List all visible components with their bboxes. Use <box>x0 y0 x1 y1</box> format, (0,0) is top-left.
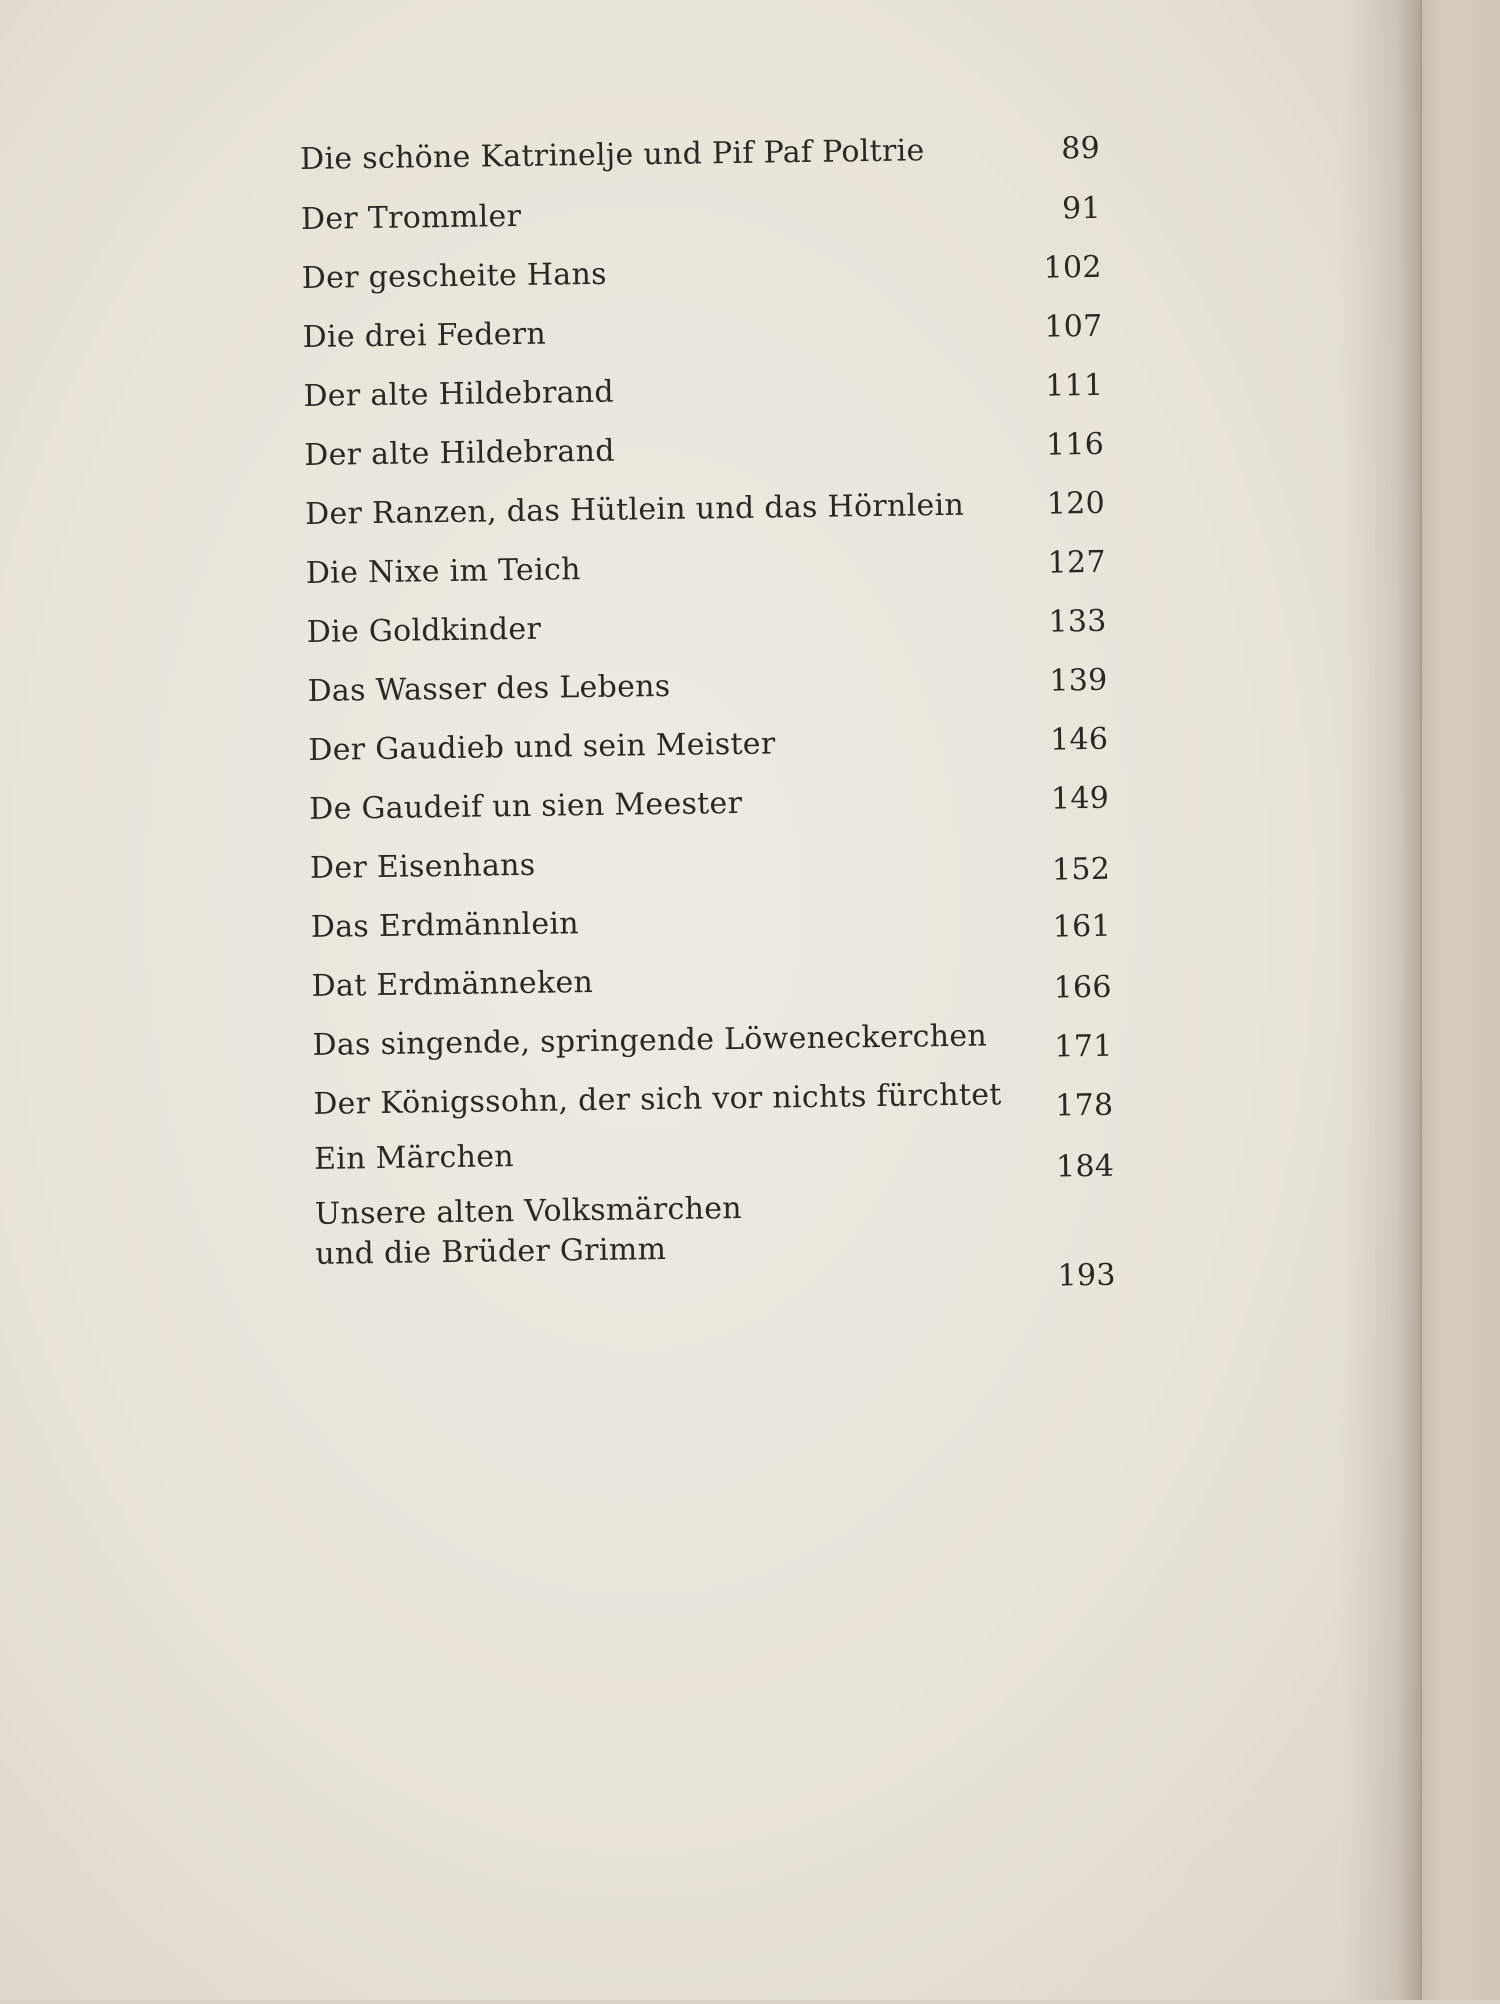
toc-entry <box>310 897 1112 945</box>
toc-entry-page: 111 <box>1044 367 1104 404</box>
toc-entry-title: Der Königssohn, der sich vor nichts fürchtet <box>313 1077 1002 1122</box>
toc-entry-page: 193 <box>1057 1257 1117 1294</box>
toc-entry-title: Der alte Hildebrand <box>303 374 615 414</box>
toc-entry-title: Der alte Hildebrand <box>304 433 615 473</box>
toc-entry-title: Die Nixe im Teich <box>305 552 581 591</box>
toc-entry-page: 139 <box>1049 662 1108 699</box>
toc-entry <box>304 425 1105 473</box>
toc-entry-page: 161 <box>1052 908 1112 945</box>
toc-entry-page: 171 <box>1054 1028 1113 1065</box>
toc-entry-page: 116 <box>1045 426 1105 463</box>
toc-entry-title: Die schöne Katrinelje und Pif Paf Poltrie <box>299 133 925 177</box>
toc-entry-title-line2: und die Brüder Grimm <box>315 1231 667 1272</box>
toc-entry-title: Die Goldkinder <box>306 611 542 650</box>
toc-entry-page: 149 <box>1050 780 1110 817</box>
toc-entry <box>312 1015 1113 1065</box>
toc-entry-title: Die drei Federn <box>302 316 547 355</box>
toc-entry-page: 146 <box>1049 721 1109 758</box>
toc-entry <box>311 956 1113 1006</box>
toc-entry <box>313 1129 1115 1185</box>
toc-entry-title: Der Eisenhans <box>309 847 536 886</box>
toc-entry-page: 152 <box>1051 851 1111 888</box>
toc-entry <box>313 1074 1114 1124</box>
toc-entry-page: 91 <box>1061 190 1102 227</box>
toc-entry-title: Der Gaudieb und sein Meister <box>308 726 776 768</box>
toc-entry <box>304 484 1106 532</box>
toc-entry-title: Dat Erdmänneken <box>311 964 594 1004</box>
toc-entry-page: 120 <box>1046 485 1106 522</box>
toc-entry <box>307 661 1108 709</box>
toc-entry <box>299 129 1101 177</box>
toc-entry-title: Der Trommler <box>300 198 522 237</box>
toc-entry-title: Ein Märchen <box>313 1139 515 1177</box>
toc-entry <box>300 189 1102 237</box>
toc-entry <box>303 366 1104 414</box>
toc-entry <box>308 779 1110 827</box>
toc-entry-page: 166 <box>1053 969 1113 1006</box>
toc-entry-title: Der Ranzen, das Hütlein und das Hörnlein <box>304 487 965 532</box>
toc-entry-title: Das Erdmännlein <box>310 906 580 945</box>
toc-entry-title: Das Wasser des Lebens <box>307 668 671 709</box>
toc-entry-title: Das singende, springende Löweneckerchen <box>312 1018 988 1063</box>
toc-entry <box>309 838 1111 888</box>
toc-entry-page: 107 <box>1044 308 1103 345</box>
toc-entry-title: Unsere alten Volksmärchen <box>314 1190 743 1232</box>
toc-entry <box>308 720 1109 768</box>
toc-entry-title: De Gaudeif un sien Meester <box>308 785 743 827</box>
toc-entry <box>301 248 1102 296</box>
toc-entry-page: 127 <box>1047 544 1107 581</box>
toc-entry <box>305 543 1107 591</box>
toc-entry-title: Der gescheite Hans <box>301 256 608 296</box>
toc-entry-page: 184 <box>1055 1148 1115 1185</box>
toc-entry-page: 89 <box>1061 130 1101 167</box>
toc-entry <box>306 602 1107 650</box>
toc-entry <box>302 307 1103 355</box>
toc-entry <box>314 1184 1117 1294</box>
toc-entry-page: 102 <box>1043 249 1102 286</box>
toc-entry-page: 133 <box>1048 603 1107 640</box>
toc-entry-page: 178 <box>1055 1087 1114 1124</box>
